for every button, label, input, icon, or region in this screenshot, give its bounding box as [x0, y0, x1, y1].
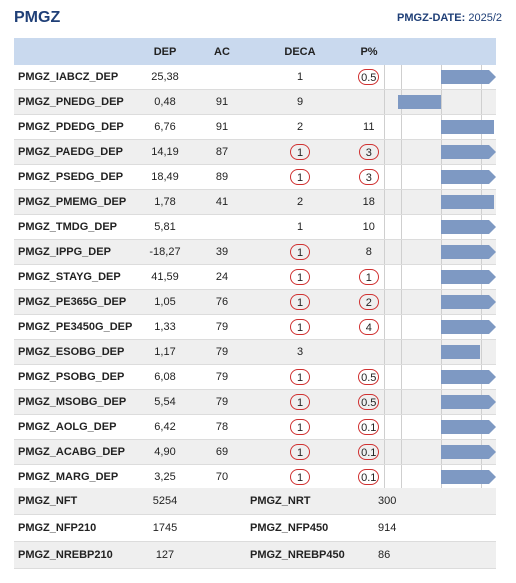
bar-gridline: [401, 440, 402, 464]
summary-value: 1745: [132, 515, 198, 542]
p-value: 0.5: [358, 394, 379, 410]
bar-arrow: [489, 295, 496, 309]
row-deca: [246, 465, 354, 490]
row-ac: 89: [198, 165, 246, 190]
row-bar-cell: [384, 65, 496, 90]
row-deca: [246, 140, 354, 165]
summary-spacer: [198, 542, 246, 569]
bar-gridline: [401, 190, 402, 214]
row-p: [354, 265, 384, 290]
row-deca: [246, 340, 354, 365]
bar-arrow: [489, 420, 496, 434]
deca-value: 1: [290, 419, 310, 435]
row-dep: -18,27: [132, 240, 198, 265]
bar-arrow: [489, 370, 496, 384]
bar-arrow: [489, 470, 496, 484]
bar-gridline: [401, 140, 402, 164]
row-dep: 0,48: [132, 90, 198, 115]
row-dep: 41,59: [132, 265, 198, 290]
row-ac: 79: [198, 390, 246, 415]
row-name: PMGZ_TMDG_DEP: [14, 215, 132, 240]
row-ac: 76: [198, 290, 246, 315]
row-bar-cell: [384, 240, 496, 265]
bar-arrow: [489, 170, 496, 184]
page-title: PMGZ: [14, 9, 61, 26]
table-header: [14, 38, 496, 65]
row-p: [354, 365, 384, 390]
bar-arrow: [489, 145, 496, 159]
row-deca: [246, 115, 354, 140]
summary-table: [14, 488, 496, 569]
row-p: [354, 140, 384, 165]
bar-gridline: [481, 340, 482, 364]
row-p: [354, 115, 384, 140]
row-ac: 79: [198, 340, 246, 365]
deca-value: 1: [290, 369, 310, 385]
row-bar-cell: [384, 165, 496, 190]
deca-value: 1: [290, 294, 310, 310]
bar-mark: [441, 295, 489, 309]
row-deca: [246, 90, 354, 115]
row-deca: [246, 215, 354, 240]
table-row: [14, 240, 496, 265]
col-header-dep: DEP: [132, 38, 198, 65]
row-dep: 18,49: [132, 165, 198, 190]
summary-body: [14, 488, 496, 569]
row-bar-cell: [384, 465, 496, 490]
row-dep: 6,76: [132, 115, 198, 140]
bar-gridline: [401, 65, 402, 89]
bar-mark: [441, 170, 489, 184]
bar-gridline: [401, 115, 402, 139]
row-p: [354, 390, 384, 415]
row-p: [354, 415, 384, 440]
row-p: [354, 65, 384, 90]
row-ac: 91: [198, 115, 246, 140]
row-p: [354, 440, 384, 465]
row-name: PMGZ_MARG_DEP: [14, 465, 132, 490]
row-p: [354, 215, 384, 240]
summary-label: PMGZ_NRT: [246, 488, 374, 515]
bar-arrow: [489, 270, 496, 284]
row-p: [354, 165, 384, 190]
row-bar-cell: [384, 390, 496, 415]
header: [0, 0, 516, 36]
p-value: 0.5: [358, 369, 379, 385]
row-p: [354, 240, 384, 265]
bar-gridline: [401, 315, 402, 339]
bar-arrow: [489, 245, 496, 259]
row-ac: 78: [198, 415, 246, 440]
row-dep: 5,54: [132, 390, 198, 415]
p-value: 3: [359, 144, 379, 160]
row-bar-cell: [384, 140, 496, 165]
col-header-ac: AC: [198, 38, 246, 65]
bar-mark: [441, 320, 489, 334]
table-row: [14, 340, 496, 365]
row-name: PMGZ_PE3450G_DEP: [14, 315, 132, 340]
row-p: [354, 315, 384, 340]
bar-gridline: [401, 165, 402, 189]
bar-mark: [441, 445, 489, 459]
row-deca: [246, 290, 354, 315]
bar-mark: [441, 195, 494, 209]
table-row: [14, 140, 496, 165]
row-ac: 79: [198, 315, 246, 340]
row-ac: 91: [198, 90, 246, 115]
table-row: [14, 315, 496, 340]
p-value: 3: [359, 169, 379, 185]
row-bar-cell: [384, 365, 496, 390]
bar-mark: [441, 345, 480, 359]
row-bar-cell: [384, 215, 496, 240]
row-ac: 39: [198, 240, 246, 265]
bar-gridline: [401, 265, 402, 289]
table-row: [14, 65, 496, 90]
summary-label: PMGZ_NREBP450: [246, 542, 374, 569]
p-value: 0.5: [358, 69, 379, 85]
bar-mark: [441, 120, 494, 134]
summary-row: [14, 542, 496, 569]
summary-label: PMGZ_NFT: [14, 488, 132, 515]
row-p: [354, 190, 384, 215]
bar-mark: [441, 470, 489, 484]
row-dep: 6,08: [132, 365, 198, 390]
row-p: [354, 290, 384, 315]
row-bar-cell: [384, 415, 496, 440]
deca-value: 1: [296, 221, 304, 233]
row-dep: 1,05: [132, 290, 198, 315]
p-value: 18: [362, 196, 375, 208]
bar-mark: [441, 245, 489, 259]
bar-gridline: [401, 240, 402, 264]
deca-value: 1: [290, 469, 310, 485]
p-value: 8: [365, 246, 372, 258]
bar-mark: [398, 95, 441, 109]
row-deca: [246, 165, 354, 190]
row-p: [354, 340, 384, 365]
summary-value: 300: [374, 488, 496, 515]
row-name: PMGZ_PSOBG_DEP: [14, 365, 132, 390]
row-dep: 1,78: [132, 190, 198, 215]
bar-mark: [441, 270, 489, 284]
deca-value: 1: [290, 394, 310, 410]
row-ac: 24: [198, 265, 246, 290]
table-row: [14, 190, 496, 215]
bar-gridline: [401, 415, 402, 439]
bar-gridline: [401, 290, 402, 314]
row-ac: 70: [198, 465, 246, 490]
summary-spacer: [198, 488, 246, 515]
row-bar-cell: [384, 340, 496, 365]
deca-value: 9: [296, 96, 304, 108]
table-row: [14, 440, 496, 465]
row-ac: 87: [198, 140, 246, 165]
table-body: [14, 65, 496, 490]
row-p: [354, 90, 384, 115]
row-dep: 4,90: [132, 440, 198, 465]
col-header-name: [14, 38, 132, 65]
table-row: [14, 365, 496, 390]
deca-value: 1: [290, 169, 310, 185]
bar-mark: [441, 370, 489, 384]
row-bar-cell: [384, 190, 496, 215]
row-deca: [246, 65, 354, 90]
bar-gridline: [401, 365, 402, 389]
deca-value: 1: [290, 244, 310, 260]
row-name: PMGZ_MSOBG_DEP: [14, 390, 132, 415]
p-value: 4: [359, 319, 379, 335]
row-ac: 69: [198, 440, 246, 465]
bar-arrow: [489, 320, 496, 334]
p-value: 2: [359, 294, 379, 310]
row-dep: 1,33: [132, 315, 198, 340]
summary-row: [14, 515, 496, 542]
table-row: [14, 265, 496, 290]
row-name: PMGZ_PMEMG_DEP: [14, 190, 132, 215]
row-deca: [246, 190, 354, 215]
date-display: [397, 12, 502, 24]
summary-value: 914: [374, 515, 496, 542]
col-header-deca: DECA: [246, 38, 354, 65]
deca-value: 2: [296, 121, 304, 133]
row-dep: 5,81: [132, 215, 198, 240]
summary-value: 127: [132, 542, 198, 569]
deca-value: 3: [296, 346, 304, 358]
bar-gridline: [401, 340, 402, 364]
row-name: PMGZ_PE365G_DEP: [14, 290, 132, 315]
row-dep: 3,25: [132, 465, 198, 490]
bar-arrow: [489, 70, 496, 84]
col-header-p: P%: [354, 38, 384, 65]
row-ac: [198, 65, 246, 90]
row-deca: [246, 315, 354, 340]
bar-gridline: [401, 465, 402, 489]
row-dep: 14,19: [132, 140, 198, 165]
deca-value: 1: [290, 269, 310, 285]
bar-mark: [441, 420, 489, 434]
row-deca: [246, 265, 354, 290]
row-name: PMGZ_IABCZ_DEP: [14, 65, 132, 90]
summary-row: [14, 488, 496, 515]
deca-value: 2: [296, 196, 304, 208]
table-row: [14, 290, 496, 315]
row-name: PMGZ_AOLG_DEP: [14, 415, 132, 440]
row-ac: [198, 215, 246, 240]
row-bar-cell: [384, 90, 496, 115]
table-row: [14, 215, 496, 240]
p-value: 11: [363, 121, 375, 133]
summary-label: PMGZ_NFP450: [246, 515, 374, 542]
p-value: 0.1: [358, 444, 379, 460]
bar-mark: [441, 145, 489, 159]
table-row: [14, 165, 496, 190]
deca-value: 1: [296, 71, 304, 83]
summary-label: PMGZ_NFP210: [14, 515, 132, 542]
row-name: PMGZ_PSEDG_DEP: [14, 165, 132, 190]
p-value: 0.1: [358, 419, 379, 435]
row-bar-cell: [384, 440, 496, 465]
table-row: [14, 465, 496, 490]
row-name: PMGZ_PDEDG_DEP: [14, 115, 132, 140]
row-deca: [246, 365, 354, 390]
deca-value: 1: [290, 319, 310, 335]
bar-mark: [441, 395, 489, 409]
row-dep: 1,17: [132, 340, 198, 365]
date-label: PMGZ-DATE:: [397, 12, 466, 24]
row-ac: 79: [198, 365, 246, 390]
row-deca: [246, 240, 354, 265]
row-bar-cell: [384, 115, 496, 140]
row-ac: 41: [198, 190, 246, 215]
bar-gridline: [401, 390, 402, 414]
p-value: 0.1: [358, 469, 379, 485]
row-bar-cell: [384, 265, 496, 290]
deca-value: 1: [290, 444, 310, 460]
p-value: 10: [362, 221, 375, 233]
bar-arrow: [489, 395, 496, 409]
bar-mark: [441, 70, 489, 84]
row-deca: [246, 415, 354, 440]
table-row: [14, 390, 496, 415]
bar-arrow: [489, 445, 496, 459]
p-value: 1: [359, 269, 379, 285]
summary-label: PMGZ_NREBP210: [14, 542, 132, 569]
row-name: PMGZ_PAEDG_DEP: [14, 140, 132, 165]
table-row: [14, 115, 496, 140]
row-name: PMGZ_IPPG_DEP: [14, 240, 132, 265]
date-value: 2025/2: [468, 12, 502, 24]
table-row: [14, 90, 496, 115]
col-header-bar: [384, 38, 496, 65]
row-name: PMGZ_ACABG_DEP: [14, 440, 132, 465]
deca-value: 1: [290, 144, 310, 160]
bar-gridline: [481, 90, 482, 114]
summary-spacer: [198, 515, 246, 542]
row-p: [354, 465, 384, 490]
bar-arrow: [489, 220, 496, 234]
summary-value: 5254: [132, 488, 198, 515]
summary-value: 86: [374, 542, 496, 569]
metrics-table: [14, 38, 496, 490]
table-row: [14, 415, 496, 440]
row-name: PMGZ_PNEDG_DEP: [14, 90, 132, 115]
bar-mark: [441, 220, 489, 234]
row-bar-cell: [384, 315, 496, 340]
row-dep: 6,42: [132, 415, 198, 440]
row-deca: [246, 440, 354, 465]
row-name: PMGZ_ESOBG_DEP: [14, 340, 132, 365]
row-dep: 25,38: [132, 65, 198, 90]
row-bar-cell: [384, 290, 496, 315]
row-deca: [246, 390, 354, 415]
row-name: PMGZ_STAYG_DEP: [14, 265, 132, 290]
bar-gridline: [401, 215, 402, 239]
bar-gridline: [441, 90, 442, 114]
